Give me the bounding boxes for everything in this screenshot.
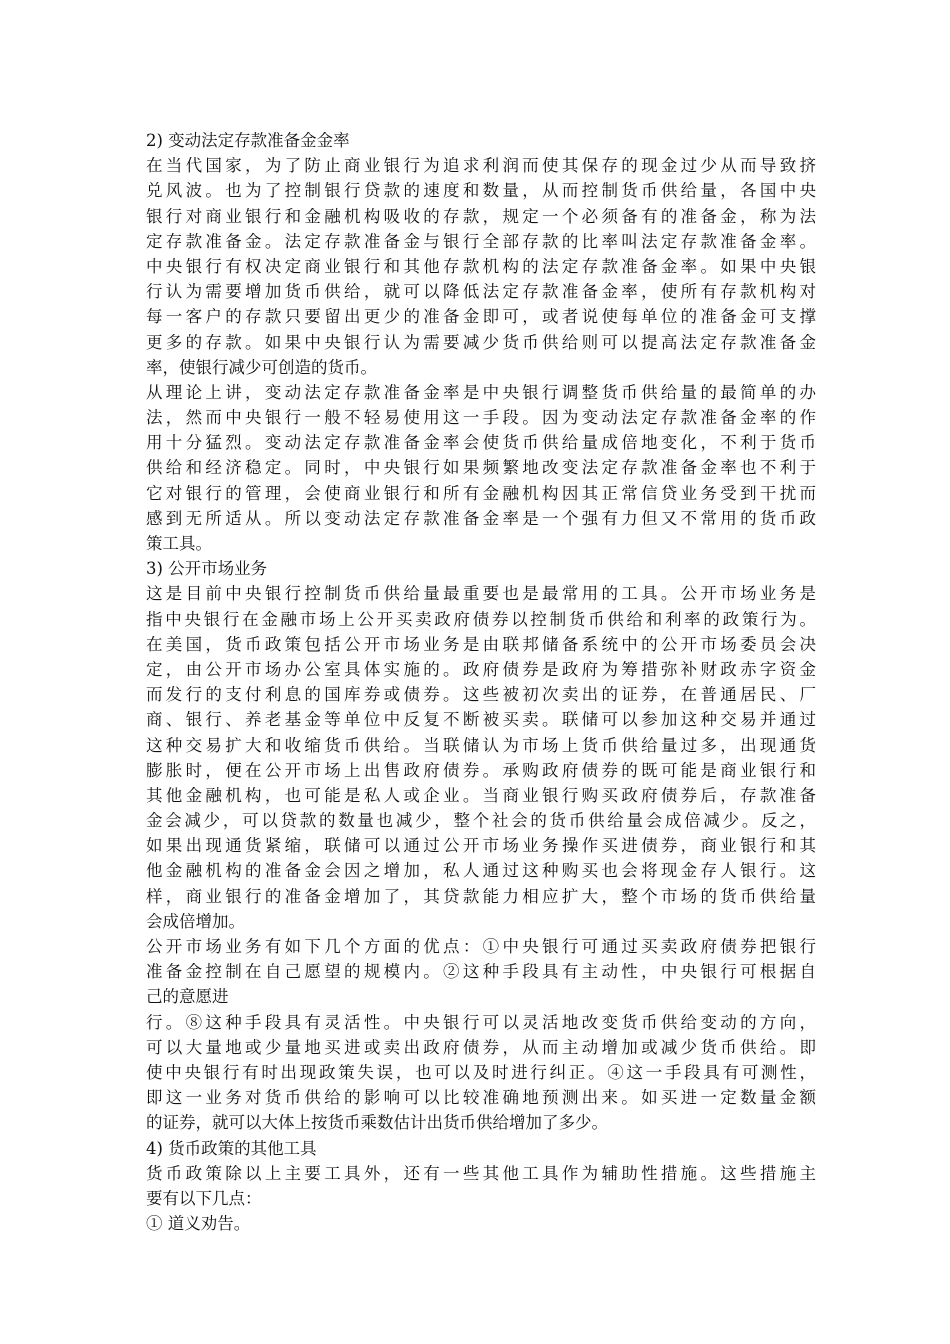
text-line: 要有以下几点： (146, 1188, 262, 1208)
document-page (146, 128, 816, 1236)
text-line: 率，使银行减少可创造的货币。 (146, 357, 377, 377)
text-line: 2) 变动法定存款准备金金率 (146, 131, 350, 150)
text-line: 准备金控制在自己愿望的规模内。②这种手段具有主动性，中央银行可根据自 (146, 962, 816, 982)
text-line: 每一客户的存款只要留出更少的准备金即可，或者说使每单位的准备金可支撑 (146, 307, 816, 327)
text-line: 4) 货币政策的其他工具 (146, 1138, 317, 1158)
text-line: 策工具。 (146, 534, 212, 553)
text-line: 其他金融机构，也可能是私人或企业。当商业银行购买政府债券后，存款准备 (146, 785, 816, 805)
text-line: 使中央银行有时出现政策失误，也可以及时进行纠正。④这一手段具有可测性， (146, 1062, 816, 1082)
text-line: 用十分猛烈。变动法定存款准备金率会使货币供给量成倍地变化，不利于货币 (146, 433, 816, 453)
text-line: 中央银行有权决定商业银行和其他存款机构的法定存款准备金率。如果中央银 (146, 256, 816, 276)
text-line: 在当代国家，为了防止商业银行为追求利润而使其保存的现金过少从而导致挤 (146, 156, 816, 176)
text-line: 它对银行的管理，会使商业银行和所有金融机构因其正常信贷业务受到干扰而 (146, 483, 816, 503)
text-line: 兑风波。也为了控制银行贷款的速度和数量，从而控制货币供给量，各国中央 (146, 181, 816, 201)
text-line: 银行对商业银行和金融机构吸收的存款，规定一个必须备有的准备金，称为法 (146, 206, 816, 226)
text-line: 感到无所适从。所以变动法定存款准备金率是一个强有力但又不常用的货币政 (146, 508, 816, 528)
text-line: 行。⑧这种手段具有灵活性。中央银行可以灵活地改变货币供给变动的方向， (146, 1012, 816, 1032)
text-line: 这种交易扩大和收缩货币供给。当联储认为市场上货币供给量过多，出现通货 (146, 735, 816, 755)
text-line: 的证券，就可以大体上按货币乘数估计出货币供给增加了多少。 (146, 1113, 608, 1133)
text-line: 货币政策除以上主要工具外，还有一些其他工具作为辅助性措施。这些措施主 (146, 1163, 816, 1183)
text-line: 供给和经济稳定。同时，中央银行如果频繁地改变法定存款准备金率也不利于 (146, 458, 816, 478)
text-line: 更多的存款。如果中央银行认为需要减少货币供给则可以提高法定存款准备金 (146, 332, 816, 352)
text-line: 3) 公开市场业务 (146, 559, 268, 579)
text-line: 这是目前中央银行控制货币供给量最重要也是最常用的工具。公开市场业务是 (146, 584, 816, 604)
text-line: 膨胀时，便在公开市场上出售政府债券。承购政府债券的既可能是商业银行和 (146, 760, 816, 780)
text-line: 定存款准备金。法定存款准备金与银行全部存款的比率叫法定存款准备金率。 (146, 231, 816, 251)
text-line: 法，然而中央银行一般不轻易使用这一手段。因为变动法定存款准备金率的作 (146, 408, 816, 428)
text-line: 定，由公开市场办公室具体实施的。政府债券是政府为筹措弥补财政赤字资金 (146, 659, 816, 679)
text-line: 如果出现通货紧缩，联储可以通过公开市场业务操作买进债券，商业银行和其 (146, 836, 816, 856)
text-line: 金会减少，可以贷款的数量也减少，整个社会的货币供给量会成倍减少。反之， (146, 811, 816, 831)
text-line: 指中央银行在金融市场上公开买卖政府债券以控制货币供给和利率的政策行为。 (146, 609, 816, 629)
text-line: 样，商业银行的准备金增加了，其贷款能力相应扩大，整个市场的货币供给量 (146, 886, 816, 906)
text-line: 会成倍增加。 (146, 911, 245, 931)
text-line: 己的意愿进 (146, 987, 229, 1007)
text-line: ① 道义劝告。 (146, 1214, 251, 1234)
text-line: 公开市场业务有如下几个方面的优点：①中央银行可通过买卖政府债券把银行 (146, 937, 816, 956)
text-line: 可以大量地或少量地买进或卖出政府债券，从而主动增加或减少货币供给。即 (146, 1037, 816, 1057)
text-line: 商、银行、养老基金等单位中反复不断被买卖。联储可以参加这种交易并通过 (146, 710, 816, 730)
text-line: 他金融机构的准备金会因之增加，私人通过这种购买也会将现金存人银行。这 (146, 861, 816, 881)
text-line: 在美国，货币政策包括公开市场业务是由联邦储备系统中的公开市场委员会决 (146, 634, 816, 654)
text-line: 而发行的支付利息的国库券或债券。这些被初次卖出的证券，在普通居民、厂 (146, 685, 816, 705)
text-line: 行认为需要增加货币供给，就可以降低法定存款准备金率，使所有存款机构对 (146, 282, 816, 302)
text-line: 即这一业务对货币供给的影响可以比较准确地预测出来。如买进一定数量金额 (146, 1088, 816, 1108)
text-line: 从理论上讲，变动法定存款准备金率是中央银行调整货币供给量的最简单的办 (146, 382, 816, 402)
